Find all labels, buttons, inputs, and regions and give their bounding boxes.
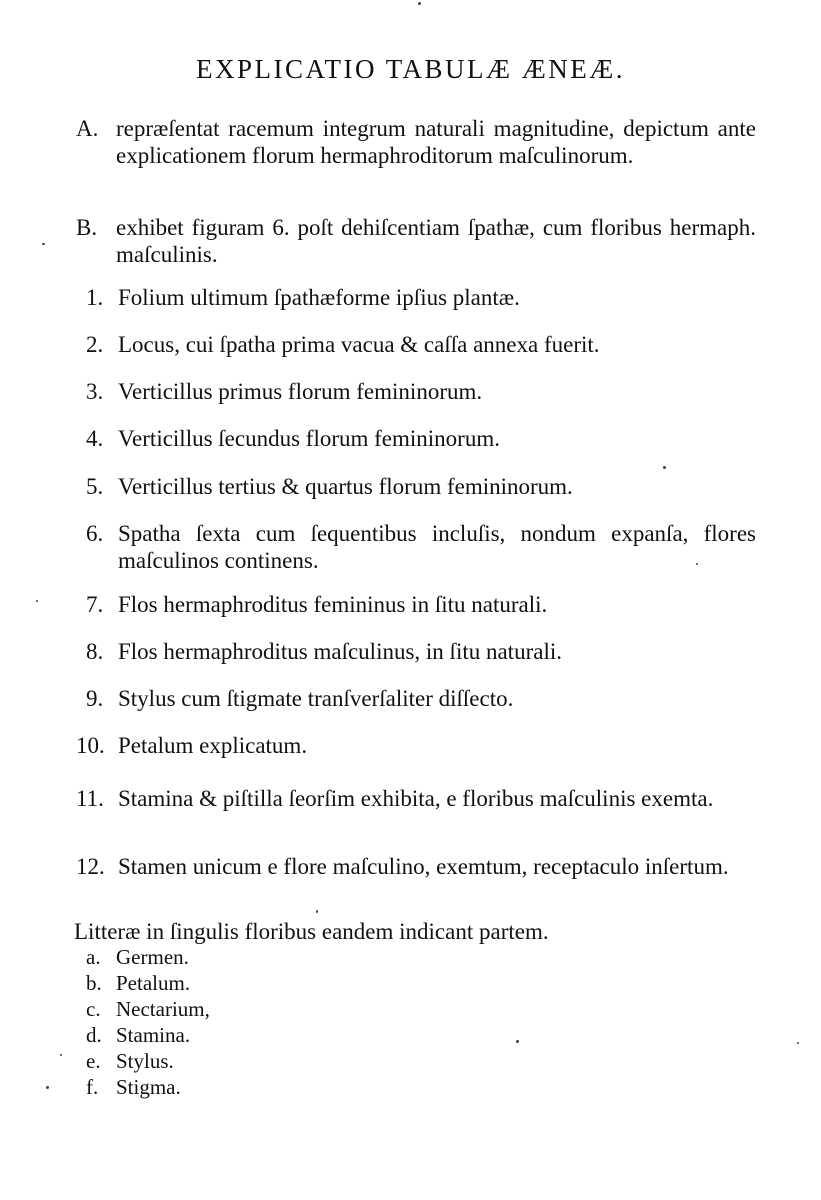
entry-7 bbox=[86, 591, 756, 618]
entry-text: repræſentat racemum integrum naturali magnitudine, depictum ante explicationem florum hermaphroditorum maſculinorum. bbox=[116, 116, 756, 168]
entry-a bbox=[76, 115, 756, 196]
entry-text: Stamen unicum e flore maſculino, exemtum, receptaculo inſertum. bbox=[118, 854, 729, 879]
legend-text: Germen. bbox=[116, 945, 189, 969]
entry-label: 3. bbox=[86, 379, 104, 404]
scan-speck bbox=[516, 1040, 519, 1043]
scan-speck bbox=[663, 466, 666, 469]
entry-label: A. bbox=[76, 116, 99, 141]
legend-item bbox=[86, 1074, 181, 1100]
entry-11 bbox=[76, 785, 756, 839]
scan-speck bbox=[60, 1054, 62, 1056]
legend-text: Stylus. bbox=[116, 1049, 174, 1073]
entry-text: exhibet figuram 6. poſt dehiſcentiam ſpathæ, cum floribus hermaph. maſculinis. bbox=[116, 215, 756, 267]
entry-label: 8. bbox=[86, 639, 104, 664]
legend-item bbox=[86, 970, 190, 996]
entry-text: Verticillus tertius & quartus florum femininorum. bbox=[118, 474, 573, 499]
legend-item bbox=[86, 944, 189, 970]
entry-label: 4. bbox=[86, 426, 104, 451]
entry-text: Verticillus ſecundus florum femininorum. bbox=[118, 426, 500, 451]
scan-speck bbox=[797, 1042, 799, 1044]
entry-label: 9. bbox=[86, 686, 104, 711]
legend-item bbox=[86, 1048, 174, 1074]
legend-letter: c. bbox=[86, 997, 101, 1021]
entry-6 bbox=[86, 520, 756, 574]
entry-9 bbox=[86, 685, 756, 712]
entry-1 bbox=[86, 284, 756, 311]
entry-label: 5. bbox=[86, 474, 104, 499]
scan-speck bbox=[36, 600, 38, 602]
scan-speck bbox=[46, 1086, 49, 1089]
entry-8 bbox=[86, 638, 756, 665]
entry-text: Stamina & piſtilla ſeorſim exhibita, e floribus maſculinis exemta. bbox=[118, 786, 714, 811]
scan-speck bbox=[316, 910, 318, 913]
legend-text: Stigma. bbox=[116, 1075, 181, 1099]
legend-letter: f. bbox=[86, 1075, 99, 1099]
scan-speck bbox=[696, 563, 698, 565]
legend-text: Stamina. bbox=[116, 1023, 191, 1047]
legend-heading: Litteræ in ſingulis floribus eandem indicant partem. bbox=[74, 919, 549, 944]
legend-text: Petalum. bbox=[116, 971, 191, 995]
legend-item bbox=[86, 996, 210, 1022]
entry-4 bbox=[86, 425, 756, 452]
entry-2 bbox=[86, 331, 756, 358]
entry-label: 6. bbox=[86, 521, 104, 546]
entry-text: Flos hermaphroditus femininus in ſitu naturali. bbox=[118, 592, 548, 617]
entry-3 bbox=[86, 378, 756, 405]
entry-label: B. bbox=[76, 215, 98, 240]
entry-text: Spatha ſexta cum ſequentibus incluſis, nondum expanſa, flores maſculinos continens. bbox=[118, 521, 756, 573]
legend-letter: b. bbox=[86, 971, 102, 995]
entry-label: 1. bbox=[86, 285, 104, 310]
entry-5 bbox=[86, 473, 756, 500]
entry-label: 11. bbox=[76, 786, 104, 811]
entry-text: Flos hermaphroditus maſculinus, in ſitu naturali. bbox=[118, 639, 562, 664]
legend-item bbox=[86, 1022, 190, 1048]
entry-text: Stylus cum ſtigmate tranſverſaliter diſſecto. bbox=[118, 686, 514, 711]
legend-letter: a. bbox=[86, 945, 101, 969]
legend-text: Nectarium, bbox=[116, 997, 210, 1021]
page-title: EXPLICATIO TABULÆ ÆNEÆ. bbox=[195, 54, 626, 84]
entry-10 bbox=[76, 732, 756, 759]
entry-12 bbox=[76, 853, 756, 907]
entry-label: 12. bbox=[76, 854, 105, 879]
legend-letter: d. bbox=[86, 1023, 102, 1047]
entry-text: Locus, cui ſpatha prima vacua & caſſa annexa fuerit. bbox=[118, 332, 600, 357]
entry-text: Folium ultimum ſpathæforme ipſius plantæ. bbox=[118, 285, 520, 310]
legend-letter: e. bbox=[86, 1049, 101, 1073]
entry-label: 2. bbox=[86, 332, 104, 357]
entry-label: 10. bbox=[76, 733, 105, 758]
entry-text: Petalum explicatum. bbox=[118, 733, 308, 758]
entry-label: 7. bbox=[86, 592, 104, 617]
scan-speck bbox=[418, 2, 421, 5]
entry-b bbox=[76, 214, 756, 268]
entry-text: Verticillus primus florum femininorum. bbox=[118, 379, 483, 404]
scan-speck bbox=[42, 243, 45, 245]
